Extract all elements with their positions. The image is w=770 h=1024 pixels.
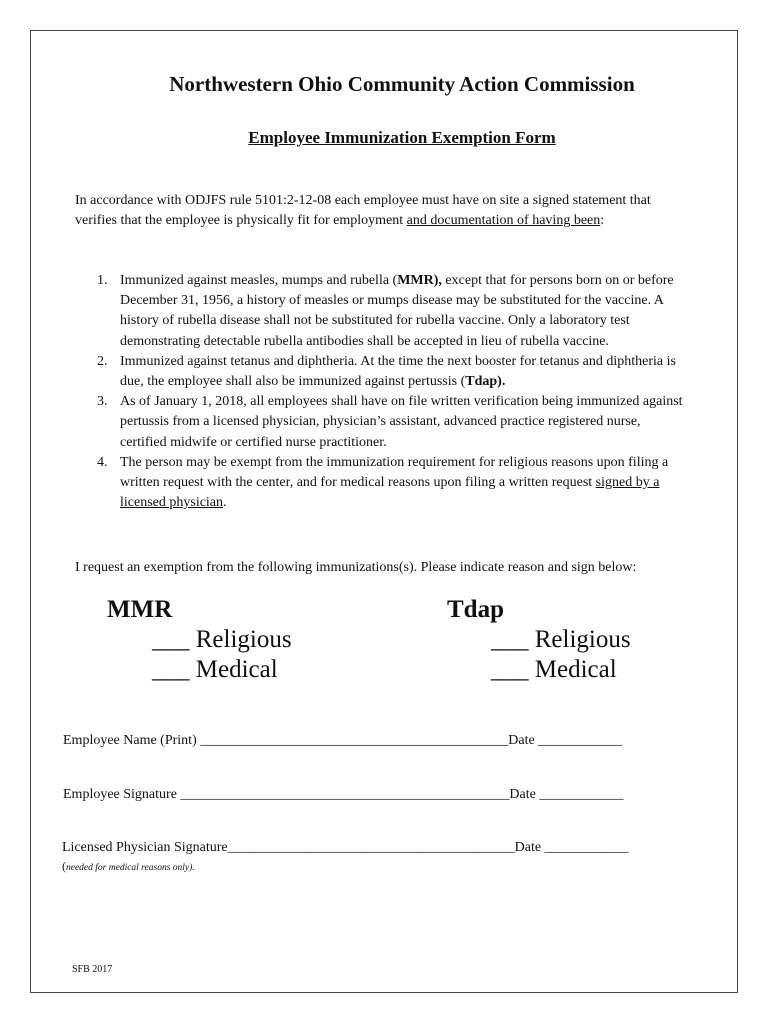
form-code: SFB 2017 <box>72 964 113 975</box>
mmr-heading: MMR <box>107 596 173 623</box>
list-item: 2. Immunized against tetanus and diphtheria. At the time the next booster for tetanus and diphtheria is due, the employee shall also be immunized against pertussis (Tdap). <box>97 353 676 390</box>
tdap-medical-option[interactable]: ___ Medical <box>491 656 617 683</box>
request-statement: I request an exemption from the following immunizations(s). Please indicate reason and sign below: <box>75 560 637 575</box>
requirements-list <box>75 271 685 513</box>
tdap-religious-option[interactable]: ___ Religious <box>491 626 631 653</box>
tdap-heading: Tdap <box>447 596 504 623</box>
intro-paragraph: In accordance with ODJFS rule 5101:2-12-08 each employee must have on site a signed statement that verifies that the employee is physically fit for employment and documentation of having been: <box>75 193 651 229</box>
physician-note: (needed for medical reasons only). <box>62 859 195 873</box>
physician-signature-field[interactable]: Licensed Physician Signature_________________________________________Date ____________ <box>62 840 629 855</box>
list-item: 3. As of January 1, 2018, all employees shall have on file written verification being immunized against pertussis from a licensed physician, physician’s assistant, advanced practice registered nurse, certified midwife or certified nurse practitioner. <box>97 394 683 450</box>
org-title: Northwestern Ohio Community Action Commission <box>169 72 635 96</box>
list-item: 1. Immunized against measles, mumps and rubella (MMR), except that for persons born on or before December 31, 1956, a history of measles or mumps disease may be substituted for the vaccine. A history of rubella disease shall not be substituted for rubella vaccine. Only a laboratory test demonstrating detectable rubella antibodies shall be accepted in lieu of rubella vaccine. <box>97 273 674 349</box>
list-item: 4. The person may be exempt from the immunization requirement for religious reasons upon filing a written request with the center, and for medical reasons upon filing a written request signed by a licensed physician. <box>97 454 669 511</box>
employee-signature-field[interactable]: Employee Signature _______________________________________________Date ____________ <box>63 787 624 802</box>
mmr-medical-option[interactable]: ___ Medical <box>152 656 278 683</box>
employee-name-field[interactable]: Employee Name (Print) ____________________________________________Date ____________ <box>63 733 623 748</box>
mmr-religious-option[interactable]: ___ Religious <box>152 626 292 653</box>
form-title: Employee Immunization Exemption Form <box>248 128 556 147</box>
